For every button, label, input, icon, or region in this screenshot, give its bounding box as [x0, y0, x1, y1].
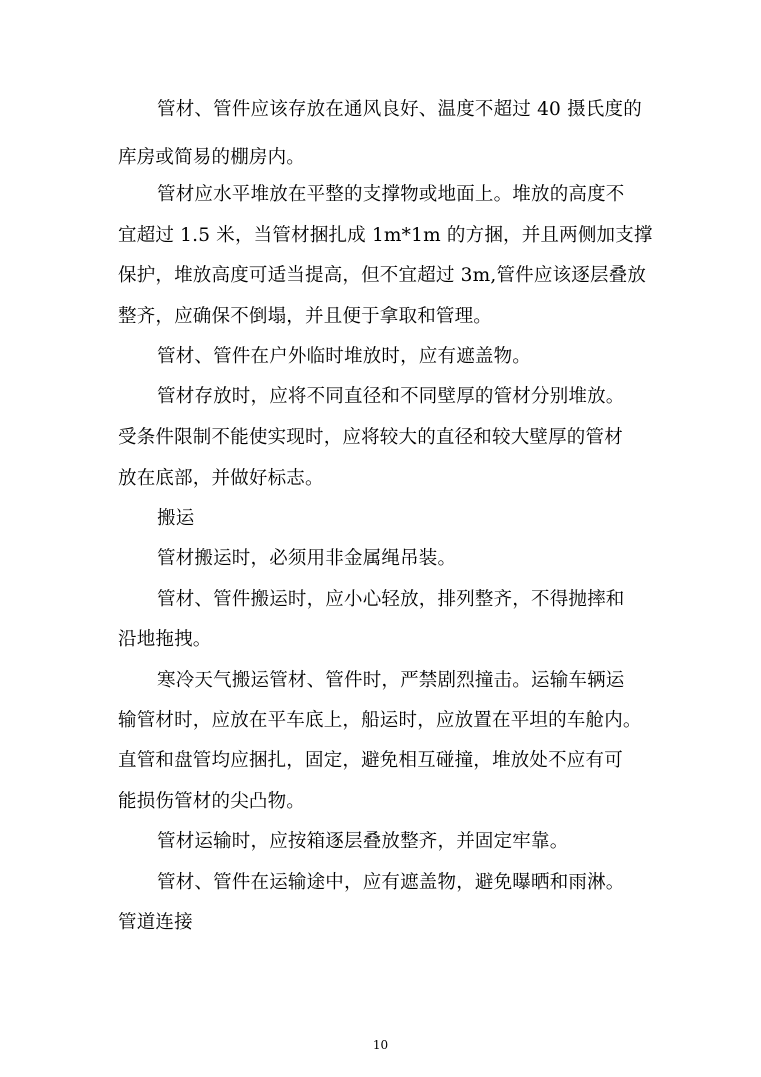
text-line: 管材、管件在户外临时堆放时，应有遮盖物。: [157, 346, 532, 367]
text-line: 受条件限制不能使实现时，应将较大的直径和较大壁厚的管材: [118, 427, 623, 448]
page-number: 10: [372, 1038, 389, 1052]
text-line: 沿地拖拽。: [118, 629, 212, 650]
text-line: 管材应水平堆放在平整的支撑物或地面上。堆放的高度不: [157, 184, 625, 205]
text-line: 库房或简易的棚房内。: [118, 147, 306, 168]
text-line: 直管和盘管均应捆扎，固定，避免相互碰撞，堆放处不应有可: [118, 750, 623, 771]
text-line: 整齐，应确保不倒塌，并且便于拿取和管理。: [118, 306, 493, 327]
text-line: 宜超过 1.5 米，当管材捆扎成 1m*1m 的方捆，并且两侧加支撑: [118, 225, 653, 246]
text-line: 管材、管件搬运时，应小心轻放，排列整齐，不得抛摔和: [157, 589, 625, 610]
text-line: 管材搬运时，必须用非金属绳吊装。: [157, 548, 457, 569]
text-line: 输管材时，应放在平车底上，船运时，应放置在平坦的车舱内。: [118, 710, 642, 731]
text-line: 寒冷天气搬运管材、管件时，严禁剧烈撞击。运输车辆运: [157, 670, 625, 691]
text-line: 管材存放时，应将不同直径和不同壁厚的管材分别堆放。: [157, 386, 625, 407]
text-line: 管材运输时，应按箱逐层叠放整齐，并固定牢靠。: [157, 831, 569, 852]
text-line: 管材、管件应该存放在通风良好、温度不超过 40 摄氏度的: [157, 99, 642, 120]
section-heading: 管道连接: [118, 912, 193, 933]
section-heading: 搬运: [157, 508, 195, 529]
text-line: 能损伤管材的尖凸物。: [118, 791, 306, 812]
text-line: 放在底部，并做好标志。: [118, 468, 324, 489]
text-line: 保护，堆放高度可适当提高，但不宜超过 3m,管件应该逐层叠放: [118, 265, 647, 286]
text-line: 管材、管件在运输途中，应有遮盖物，避免曝晒和雨淋。: [157, 872, 625, 893]
